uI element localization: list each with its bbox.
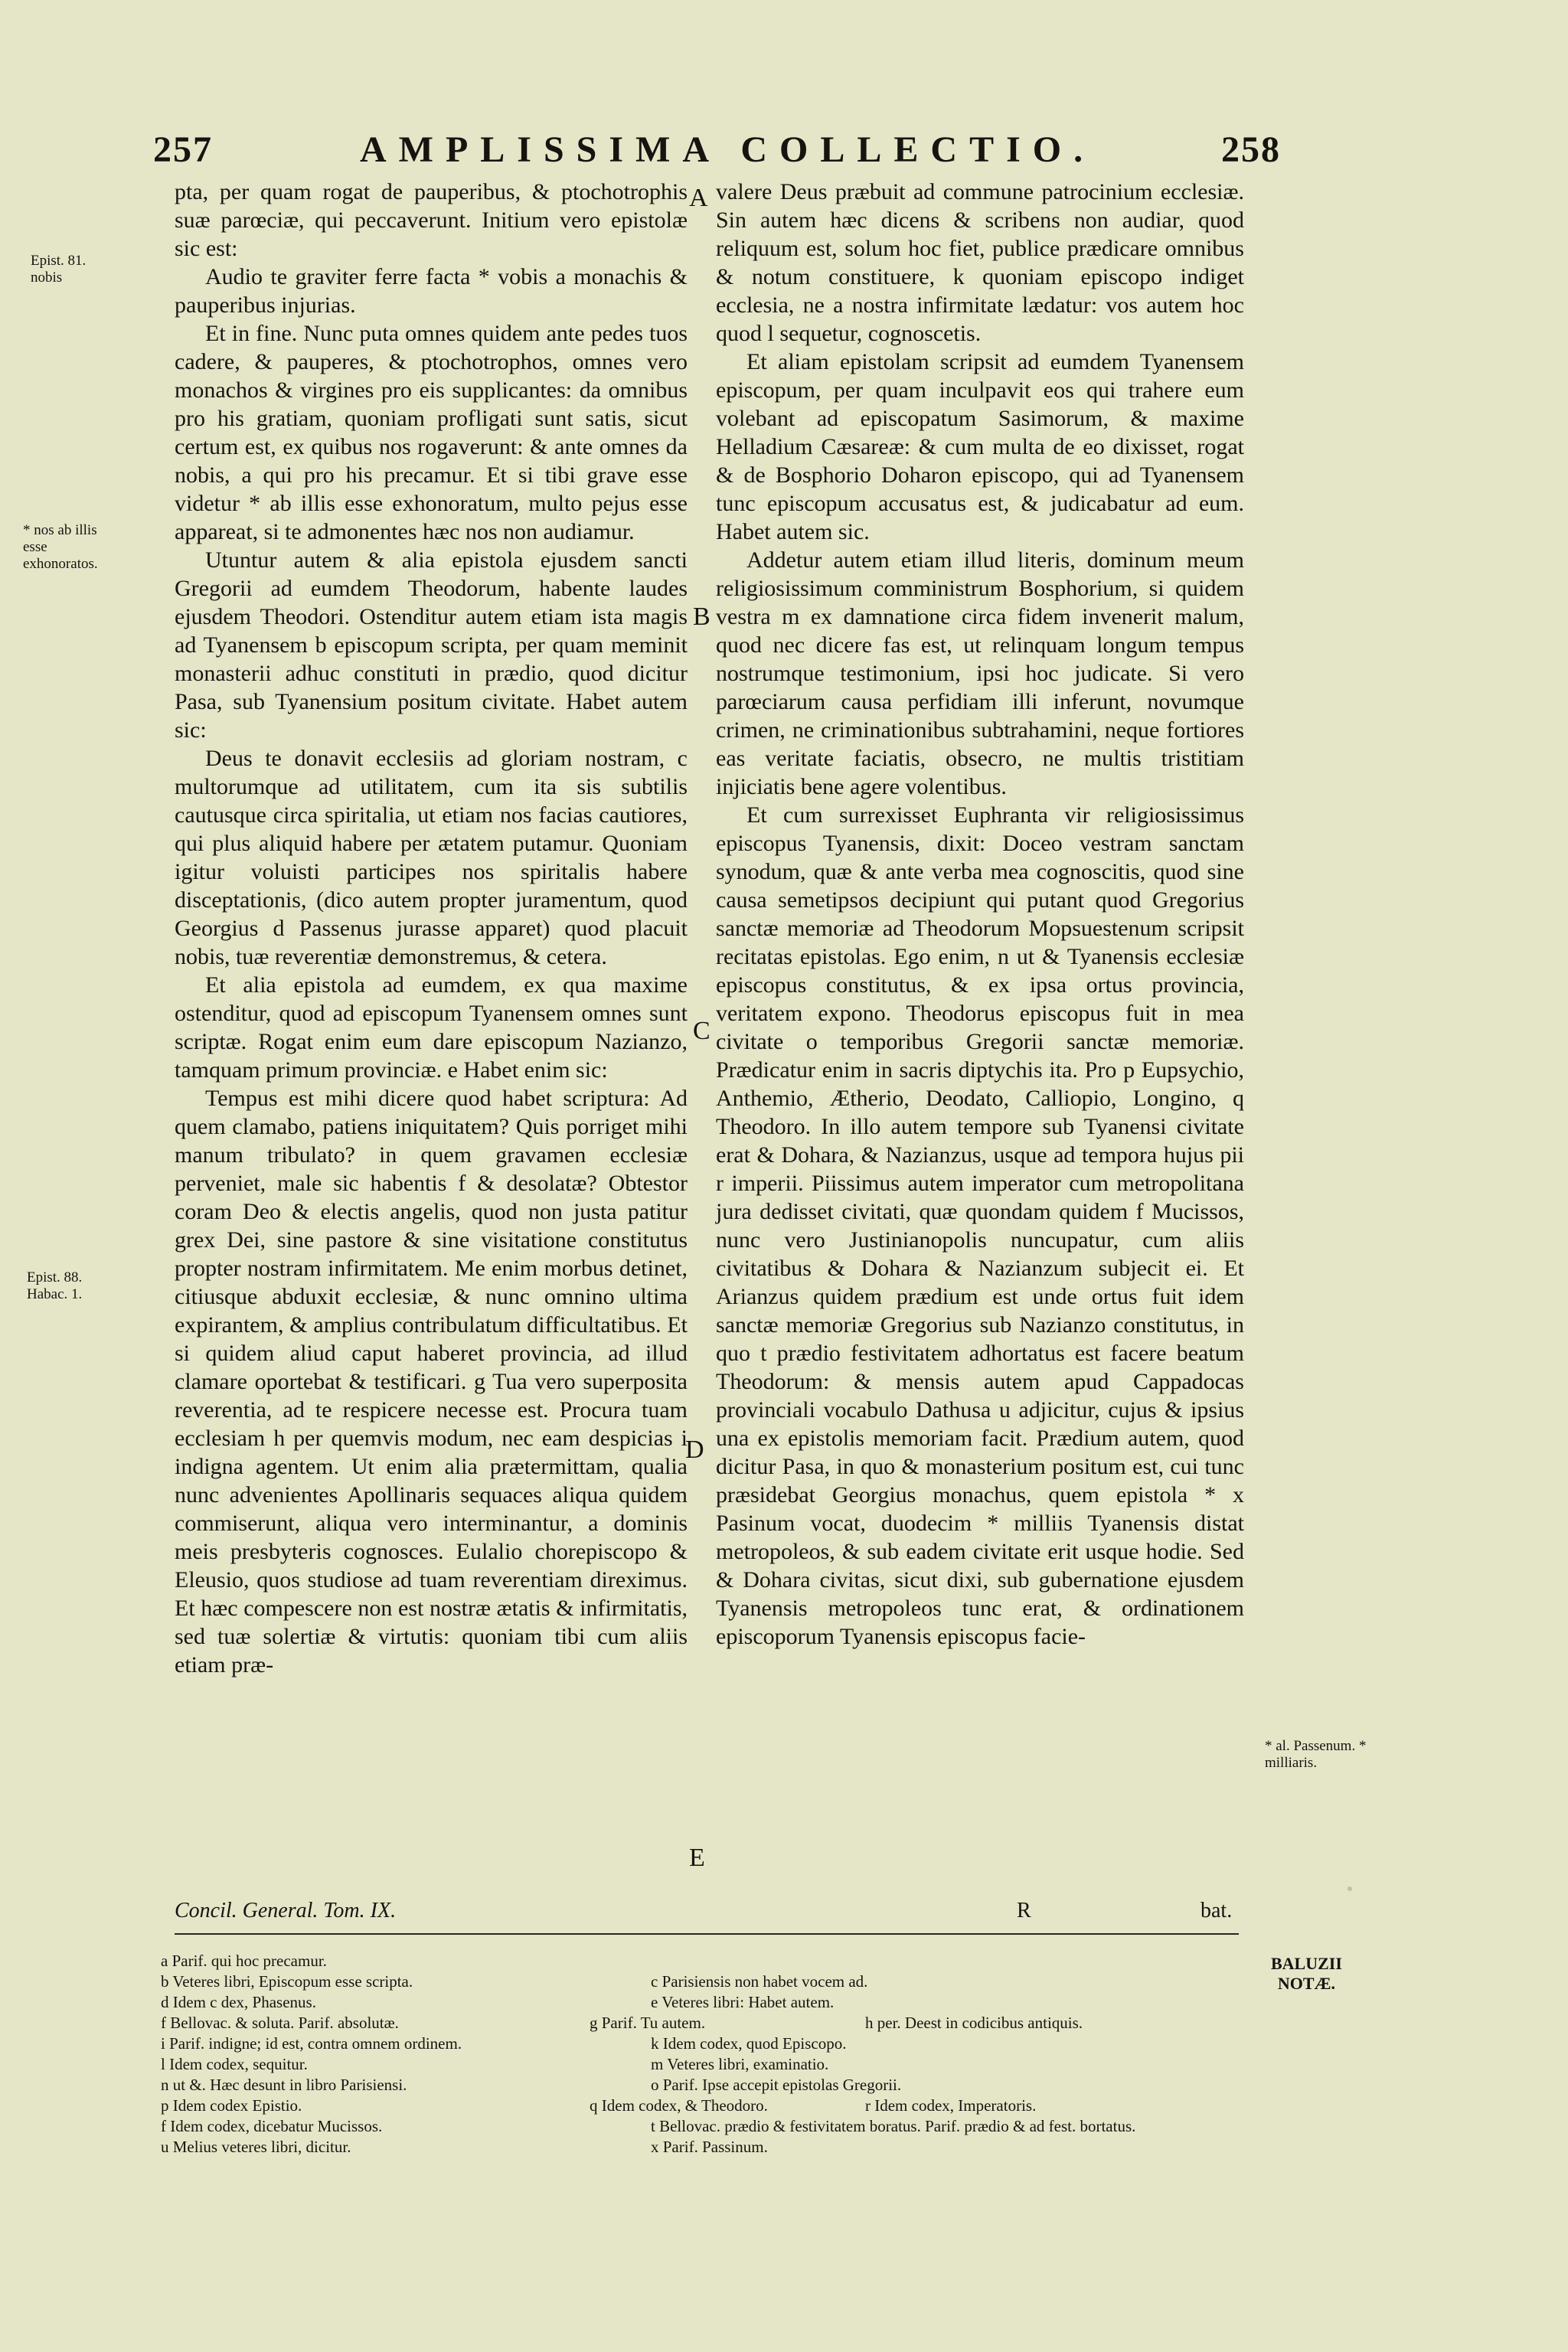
footnote: p Idem codex Epistio. (161, 2096, 302, 2115)
footnote: n ut &. Hæc desunt in libro Parisiensi. (161, 2076, 407, 2094)
footnote: c Parisiensis non habet vocem ad. (651, 1972, 868, 1991)
footnote-rule (175, 1933, 1239, 1935)
catchword: bat. (1200, 1899, 1233, 1922)
footnote-line (161, 1971, 1233, 1992)
footnote: l Idem codex, sequitur. (161, 2055, 308, 2073)
margin-note-epist-88: Epist. 88. Habac. 1. (27, 1269, 83, 1302)
footnote-line (161, 2013, 1233, 2034)
footnotes (161, 1951, 1233, 2158)
footnote: u Melius veteres libri, dicitur. (161, 2138, 351, 2156)
signature-mark: R (1017, 1899, 1031, 1922)
footnote: x Parif. Passinum. (651, 2138, 768, 2156)
footnote: f Bellovac. & soluta. Parif. absolutæ. (161, 2014, 399, 2032)
margin-note-epist-81: Epist. 81. nobis (31, 253, 87, 286)
left-column-paragraph: Et in fine. Nunc puta omnes quidem ante pedes tuos cadere, & pauperes, & ptochotrophos, omnes vero monachos & virgines pro eis supplicantes: da omnibus pro his gratiam, quoniam profligati sunt satis, sicut certum est, ex quibus nos rogaverunt: & ante omnes da nobis, a qui pro his precamur. Et si tibi grave esse videtur * ab illis esse exhonoratum, multo pejus esse appareat, si te admonentes hæc nos non audiamur. (175, 321, 688, 544)
right-column-paragraph: Et cum surrexisset Euphranta vir religiosissimus episcopus Tyanensis, dixit: Doceo vestram sanctam synodum, quæ & ante verba mea cognoscitis, quod sine causa semetipsos decipiunt qui putant quod Gregorius sanctæ memoriæ ad Theodorum Mopsuestenum scripsit recitatas epistolas. Ego enim, n ut & Tyanensis ecclesiæ episcopus constitutus, & ex ipsa ortus provincia, veritatem expono. Theodorus episcopus fuit in mea civitate o temporibus Gregorii sanctæ memoriæ. Prædicatur enim in sacris diptychis ita. Pro p Eupsychio, Anthemio, Ætherio, Deodato, Calliopio, Longino, q Theodoro. In illo autem tempore sub Tyanensi civitate erat & Dohara, & Nazianzus, usque ad tempora hujus pii r imperii. Piissimus autem imperator cum metropolitana jura dedisset civitati, quæ quondam quidem f Mucissos, nunc vero Justinianopolis nuncupatur, cum aliis civitatibus & Dohara & Nazianzum subjecit ei. Et Arianzus quidem prædium est unde ortus fuit idem sanctæ memoriæ Gregorius sub Nazianzo constitutus, in quo t prædio festivitatem adhortatus est facere beatum Theodorum: & mensis autem apud Cappadocas provinciali vocabulo Dathusa u adjicitur, cujus & ipsius una ex epistolis memoriam facit. Prædium autem, quod dicitur Pasa, in quo & monasterium positum est, cui tunc præsidebat Georgius monachus, quem epistola * x Pasinum vocat, duodecim * milliis Tyanensis distat metropoleos, & sub eadem civitate erit usque hodie. Sed & Dohara civitas, sicut dixi, sub gubernatione ejusdem Tyanensis metropoleos tunc erat, & ordinationem episcoporum Tyanensis episcopus facie- (716, 802, 1244, 1649)
footnote: b Veteres libri, Episcopum esse scripta. (161, 1972, 413, 1991)
notes-label: BALUZII NOTÆ. (1271, 1954, 1342, 1993)
footnote: t Bellovac. prædio & festivitatem boratus. Parif. prædio & ad fest. bortatus. (651, 2117, 1136, 2135)
footnote: k Idem codex, quod Episcopo. (651, 2034, 847, 2053)
left-column-paragraph: Tempus est mihi dicere quod habet scriptura: Ad quem clamabo, patiens iniquitatem? Quis porriget mihi manum tribulato? in quem gravamen ecclesiæ perveniet, male sic habentis f & desolatæ? Obtestor coram Deo & electis angelis, quod non justa patitur grex Dei, sine pastore & sine visitatione constitutus propter nostram infirmitatem. Me enim morbus detinet, citiusque abduxit ecclesiæ, & nunc omnino ultima expirantem, & amplius contribulatum difficultatibus. Et si quidem aliud caput haberet provincia, ad illud clamare oportebat & testificari. g Tua vero superposita reverentia, ad te respicere necesse est. Procura tuam ecclesiam h per quemvis modum, nec eam despicias i indigna agentem. Ut enim alia prætermittam, qualia nunc advenientes Apollinaris sequaces aliqua quidem commiserunt, aliqua vero interminantur, a dominis meis presbyteris cognosces. Eulalio chorepiscopo & Eleusio, quos studiose ad tuam reverentiam direximus. Et hæc compescere non est nostræ ætatis & infirmitatis, sed tuæ solertiæ & virtutis: quoniam tibi cum aliis etiam præ- (175, 1086, 688, 1677)
footnote: r Idem codex, Imperatoris. (865, 2096, 1037, 2115)
right-column-paragraph: valere Deus præbuit ad commune patrocinium ecclesiæ. Sin autem hæc dicens & scribens non audiar, quod reliquum est, solum hoc fiet, publice prædicare omnibus & notum constituere, k quoniam episcopo indiget ecclesia, ne a nostra infirmitate lædatur: vos autem hoc quod l sequetur, cognoscetis. (716, 179, 1244, 346)
signature-line (175, 1899, 1231, 1923)
left-column-paragraph: Utuntur autem & alia epistola ejusdem sancti Gregorii ad eumdem Theodorum, habente laudes ejusdem Theodori. Ostenditur autem etiam ista magis ad Tyanensem b episcopum scripta, per quam meminit monasterii adhuc constituti in prædio, quod dicitur Pasa, sub Tyanensium positum civitate. Habet autem sic: (175, 547, 688, 743)
left-text-column (175, 178, 688, 1679)
section-letter-b: B (693, 603, 710, 631)
page-number-left: 257 (153, 129, 213, 170)
footnote: f Idem codex, dicebatur Mucissos. (161, 2117, 383, 2135)
footnote: a Parif. qui hoc precamur. (161, 1952, 327, 1970)
footnote: d Idem c dex, Phasenus. (161, 1993, 316, 2011)
right-text-column (716, 178, 1244, 1651)
footnote: h per. Deest in codicibus antiquis. (865, 2014, 1083, 2032)
footnote: i Parif. indigne; id est, contra omnem ordinem. (161, 2034, 462, 2053)
left-column-paragraph: Et alia epistola ad eumdem, ex qua maxime ostenditur, quod ad episcopum Tyanensem omnes sunt scriptæ. Rogat enim eum dare episcopum Nazianzo, tamquam primum provinciæ. e Habet enim sic: (175, 972, 688, 1083)
right-column-paragraph: Addetur autem etiam illud literis, dominum meum religiosissimum comministrum Bosphorium, si quidem vestra m ex damnatione circa fidem invenerit malum, quod nec dicere fas est, ut relinquam longum tempus nostrumque testimonium, ipsi hoc judicate. Si vero parœciarum causa perfidiam illi inferunt, novumque crimen, ne criminationibus subtrahamini, neque fortiores eas veritate faciatis, obsecro, ne multis tristitiam injiciatis bene agere volentibus. (716, 547, 1244, 799)
section-letter-c: C (693, 1017, 710, 1045)
page-number-right: 258 (1221, 129, 1281, 170)
footnote: e Veteres libri: Habet autem. (651, 1993, 835, 2011)
right-column-paragraph: Et aliam epistolam scripsit ad eumdem Tyanensem episcopum, per quam inculpavit eos qui trahere eum volebant ad episcopatum Sasimorum, & maxime Helladium Cæsareæ: & cum multa de eo dixisset, rogat & de Bosphorio Doharon episcopo, qui ad Tyanensem tunc episcopum accusatus est, & judicabatur ad eum. Habet autem sic. (716, 349, 1244, 544)
footnote: o Parif. Ipse accepit epistolas Gregorii. (651, 2076, 902, 2094)
footnote-line (161, 2034, 1233, 2054)
footnote: m Veteres libri, examinatio. (651, 2055, 829, 2073)
footnote-line (161, 1951, 1233, 1971)
footnote-line (161, 2096, 1233, 2116)
footnote-line (161, 1992, 1233, 2013)
margin-note-passenum: * al. Passenum. * milliaris. (1265, 1738, 1367, 1771)
section-letter-d: D (685, 1436, 704, 1464)
footnote-line (161, 2116, 1233, 2137)
footnote: g Parif. Tu autem. (590, 2014, 706, 2032)
section-letter-a: A (689, 184, 708, 212)
page-speck (1348, 1886, 1352, 1891)
margin-note-exhonoratos: * nos ab illis esse exhonoratos. (23, 522, 98, 572)
section-letter-e: E (689, 1844, 705, 1872)
left-column-paragraph: Deus te donavit ecclesiis ad gloriam nostram, c multorumque ad utilitatem, cum ita sis subtilis cautusque circa spiritalia, ut etiam nos facias cautiores, qui plus aliquid habere per ætatem putamur. Quoniam igitur voluisti participes nos spiritalis habere disceptationis, (dico autem propter juramentum, quod Georgius d Passenus jurasse apparet) quod placuit nobis, tuæ reverentiæ demonstremus, & cetera. (175, 746, 688, 969)
footnote-line (161, 2075, 1233, 2096)
footnote-line (161, 2137, 1233, 2158)
left-column-paragraph: pta, per quam rogat de pauperibus, & ptochotrophis suæ parœciæ, qui peccaverunt. Initium vero epistolæ sic est: (175, 179, 688, 261)
footnote-line (161, 2054, 1233, 2075)
running-title: AMPLISSIMA COLLECTIO. (360, 129, 1096, 170)
footnote: q Idem codex, & Theodoro. (590, 2096, 768, 2115)
left-column-paragraph: Audio te graviter ferre facta * vobis a monachis & pauperibus injurias. (175, 264, 688, 318)
signature-volume: Concil. General. Tom. IX. (175, 1899, 397, 1922)
